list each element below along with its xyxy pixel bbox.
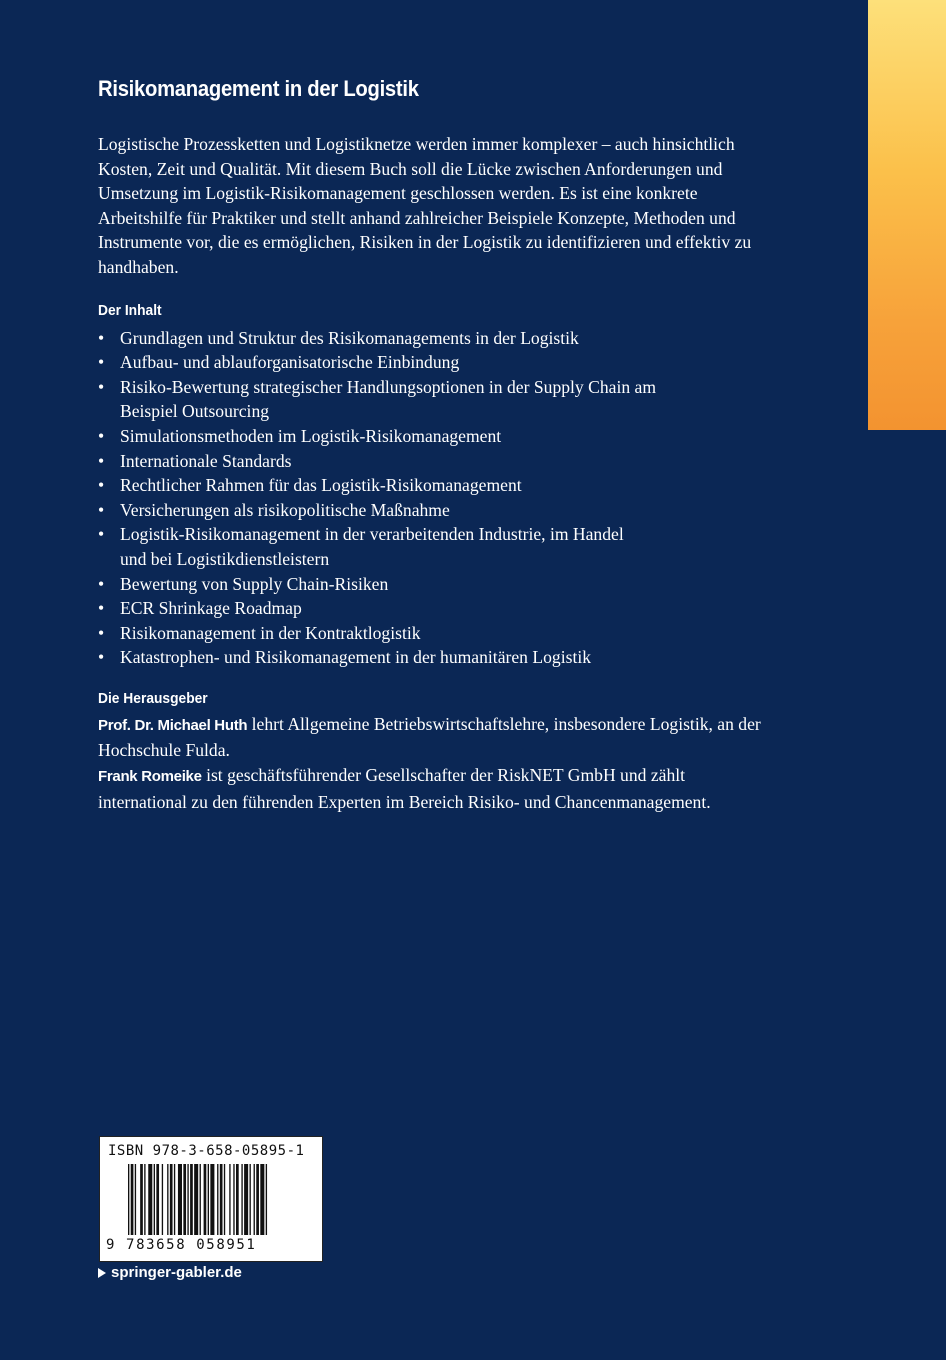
barcode-bar [148,1164,152,1235]
barcode-bar [217,1164,218,1235]
list-item: • ECR Shrinkage Roadmap [98,596,778,621]
barcode-bar [224,1164,225,1235]
contents-list [98,326,778,670]
barcode-bar [208,1164,209,1235]
editors-heading: Die Herausgeber [98,689,208,707]
list-item: • Grundlagen und Struktur des Risikomanagements in der Logistik [98,326,778,351]
barcode-bar [233,1164,234,1235]
barcode-bar [194,1164,198,1235]
list-item: • Rechtlicher Rahmen für das Logistik-Risikomanagement [98,473,778,498]
barcode-bar [178,1164,182,1235]
barcode-bar [131,1164,134,1235]
isbn-label: ISBN 978-3-658-05895-1 [108,1143,305,1159]
orange-accent-tab [868,0,946,430]
barcode-bar [220,1164,223,1235]
list-item: • Risiko-Bewertung strategischer Handlungsoptionen in der Supply Chain am Beispiel Outsourcing [98,375,710,424]
barcode-bar [210,1164,214,1235]
list-item: • Aufbau- und ablauforganisatorische Einbindung [98,350,778,375]
barcode-bar [135,1164,136,1235]
list-item: • Internationale Standards [98,449,778,474]
list-item: • Simulationsmethoden im Logistik-Risikomanagement [98,424,778,449]
editor-name: Frank Romeike [98,768,202,786]
website-label: springer-gabler.de [111,1264,242,1281]
barcode-bar [190,1164,193,1235]
barcode-bar [128,1164,129,1235]
barcode-bar [162,1164,163,1235]
intro-paragraph: Logistische Prozessketten und Logistiknetze werden immer komplexer – auch hinsichtlich Kosten, Zeit und Qualität. Mit diesem Buch soll die Lücke zwischen Anforderungen und Umsetzung im Logistik-Risikomanagement geschlossen werden. Es ist eine konkrete Arbeitshilfe für Praktiker und stellt anhand zahlreicher Beispiele Konzepte, Methoden und Instrumente vor, die es ermöglichen, Risiken in der Logistik zu identifizieren und effektiv zu handhaben. [98,134,752,277]
barcode-bar [236,1164,239,1235]
editor-bio-huth [98,712,778,763]
barcode-bar [260,1164,264,1235]
isbn-barcode [99,1136,323,1262]
arrow-right-icon [98,1268,106,1278]
list-item: • Versicherungen als risikopolitische Maßnahme [98,498,778,523]
ean-digits: 9 783658 058951 [106,1237,257,1253]
barcode-bar [140,1164,143,1235]
barcode-bar [154,1164,155,1235]
barcode-bar [144,1164,145,1235]
publisher-website-link[interactable] [98,1262,242,1284]
book-title: Risikomanagement in der Logistik [98,76,419,101]
editor-name: Prof. Dr. Michael Huth [98,716,248,734]
barcode-bar [250,1164,251,1235]
barcode-bar [174,1164,175,1235]
barcode-bar [200,1164,201,1235]
list-item: • Logistik-Risikomanagement in der verarbeitenden Industrie, im Handel und bei Logistikdienstleistern [98,522,630,571]
editor-text: ist geschäftsführender Gesellschafter der RiskNET GmbH und zählt international zu den führenden Experten im Bereich Risiko- und Chancenmanagement. [98,765,711,812]
barcode-bar [256,1164,259,1235]
contents-heading: Der Inhalt [98,301,162,319]
back-cover-content [98,72,778,814]
list-item: • Bewertung von Supply Chain-Risiken [98,572,778,597]
barcode-bar [156,1164,159,1235]
barcode-bar [241,1164,242,1235]
list-item: • Risikomanagement in der Kontraktlogistik [98,621,778,646]
barcode-bar [170,1164,173,1235]
list-item: • Katastrophen- und Risikomanagement in der humanitären Logistik [98,645,778,670]
editor-text: lehrt Allgemeine Betriebswirtschaftslehre, insbesondere Logistik, an der Hochschule Fulda. [98,713,761,761]
barcode-bar [183,1164,186,1235]
barcode-bar [204,1164,207,1235]
barcode-bar [167,1164,168,1235]
barcode-bar [254,1164,255,1235]
editor-bio-romeike [98,763,778,814]
barcode-bar [266,1164,267,1235]
barcode-bar [244,1164,248,1235]
barcode-bar [187,1164,188,1235]
barcode-bar [229,1164,230,1235]
